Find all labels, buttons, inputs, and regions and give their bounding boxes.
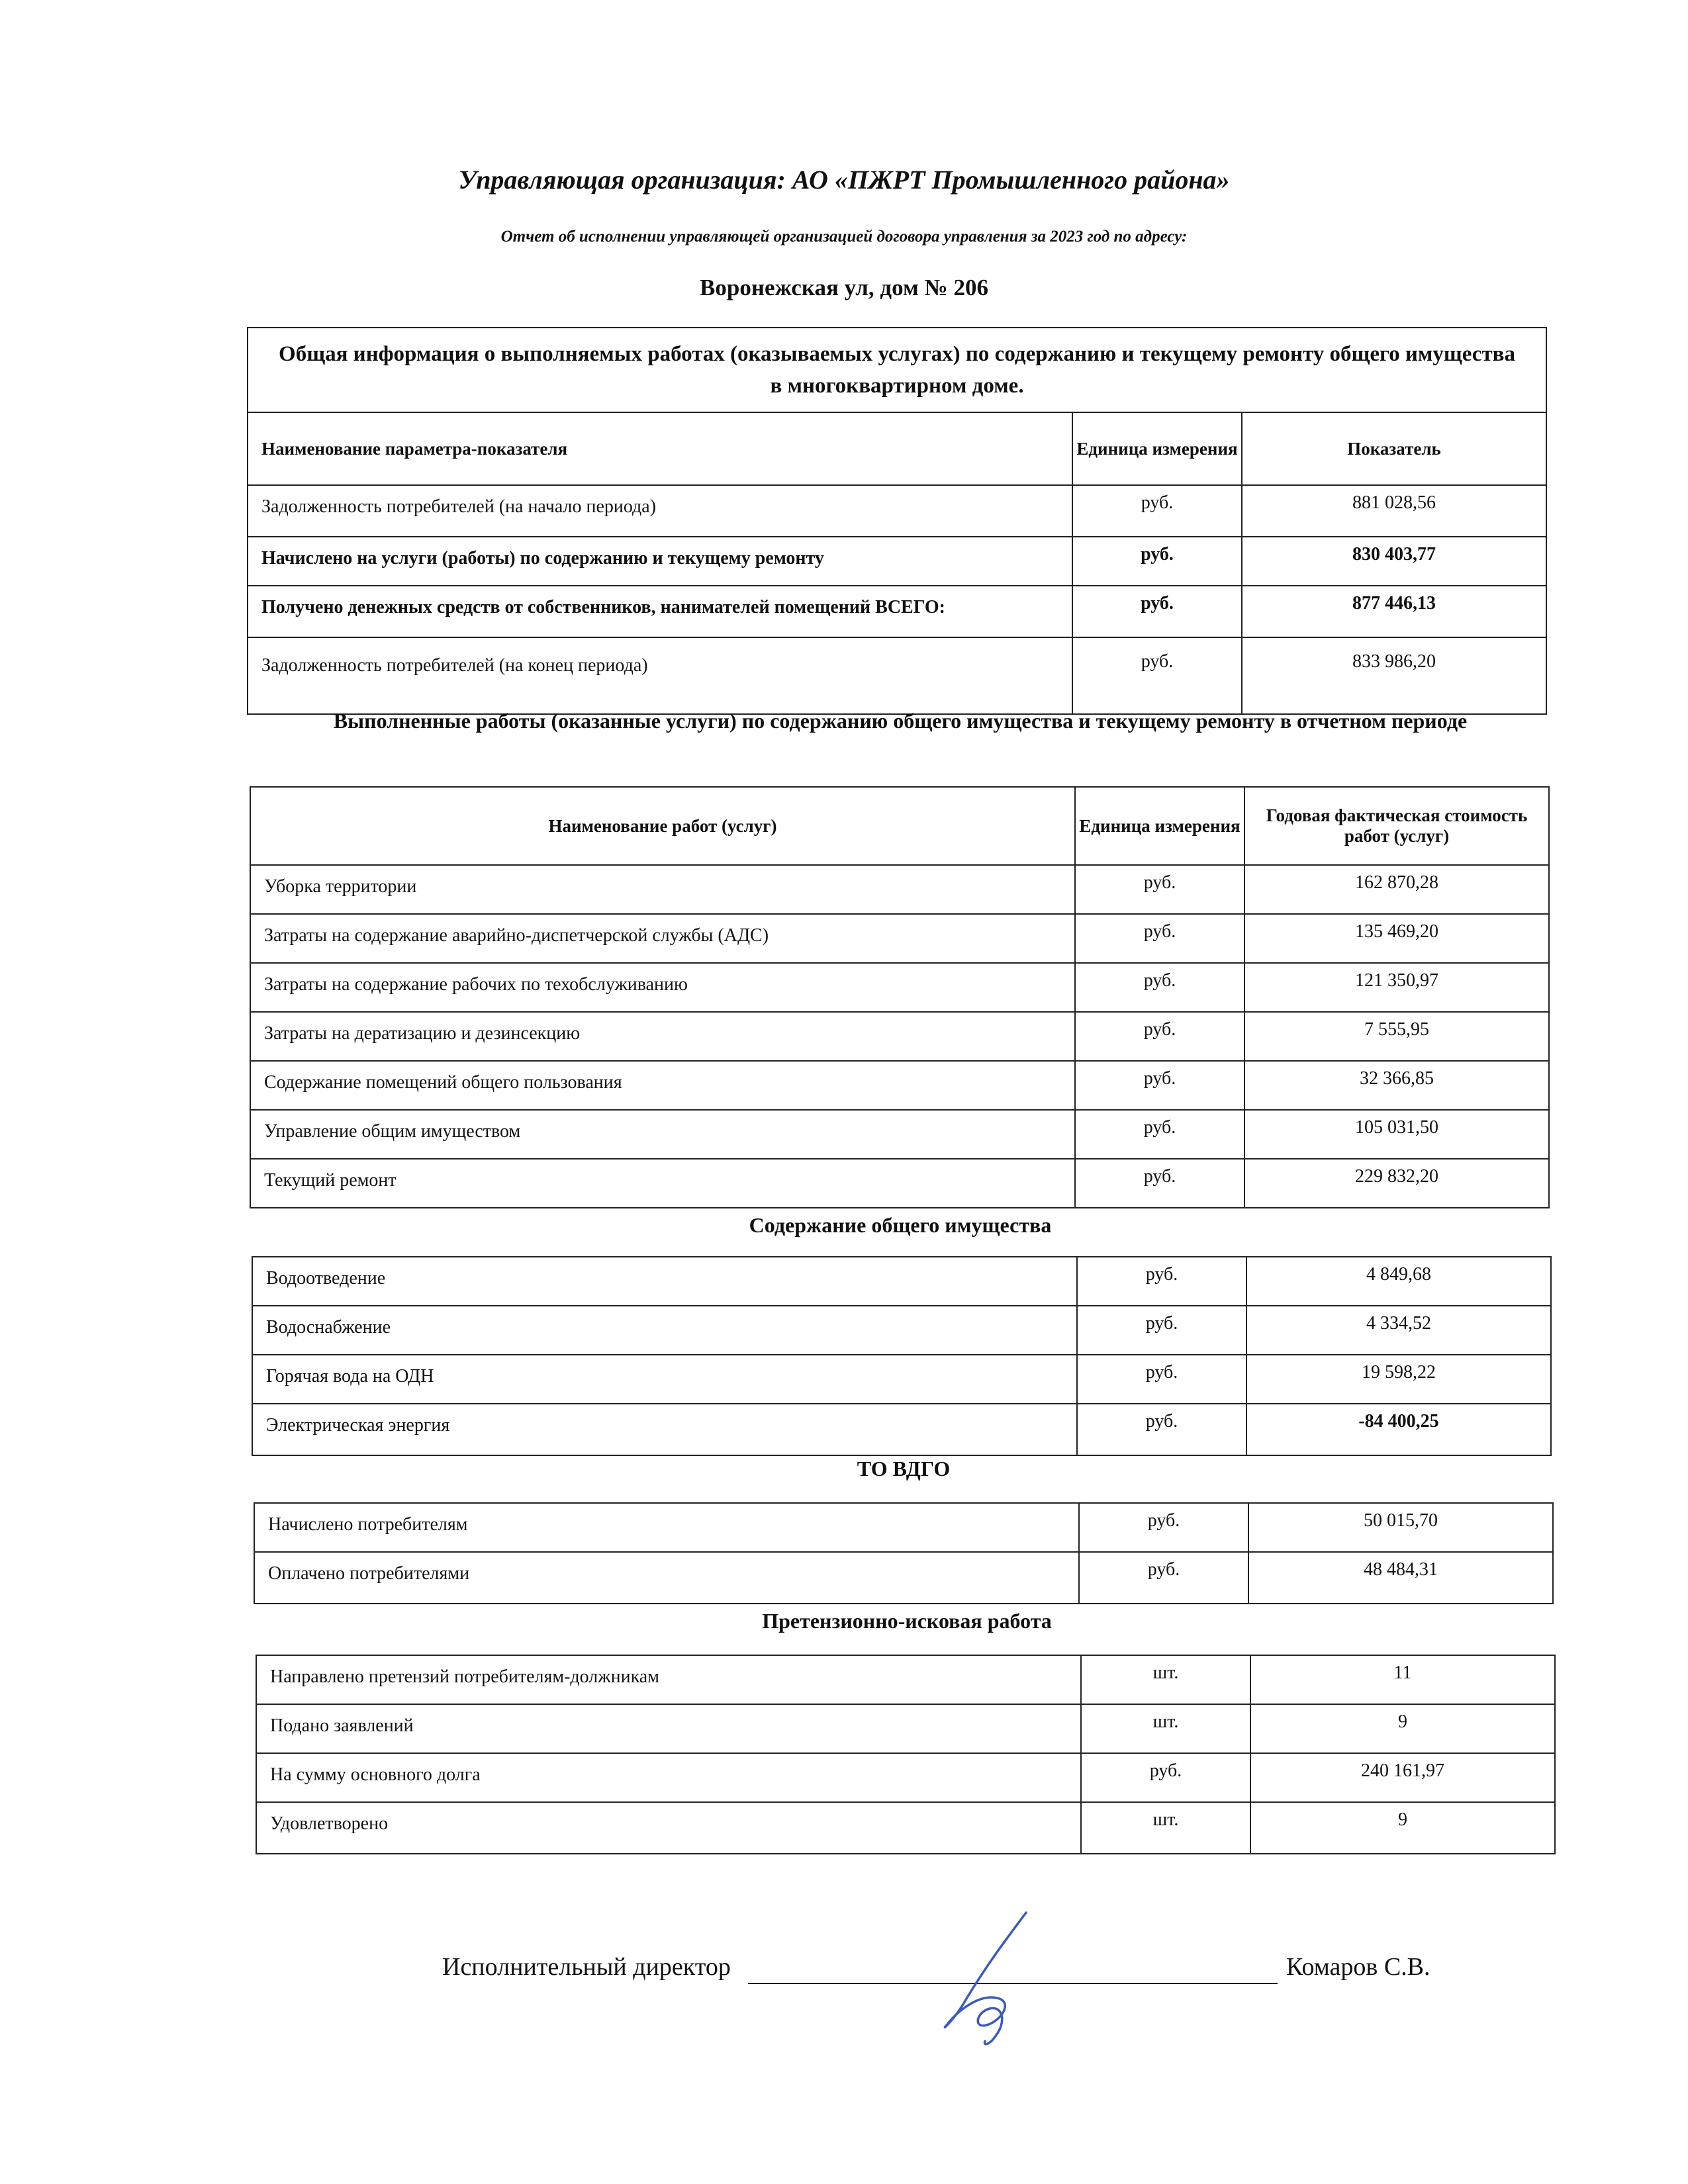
table-row xyxy=(256,1802,1555,1854)
common-table xyxy=(252,1256,1552,1456)
table-row xyxy=(254,1552,1553,1604)
row-value: 830 403,77 xyxy=(1242,537,1546,586)
org-title: Управляющая организация: АО «ПЖРТ Промышленного района» xyxy=(458,165,1230,195)
table-row xyxy=(250,1110,1549,1159)
row-unit: руб. xyxy=(1075,1110,1244,1159)
vdgo-table xyxy=(254,1502,1554,1604)
table-row xyxy=(256,1753,1555,1802)
table-row xyxy=(252,1355,1551,1404)
row-unit: шт. xyxy=(1081,1802,1250,1854)
table-row xyxy=(250,914,1549,963)
row-unit: руб. xyxy=(1077,1306,1246,1355)
row-unit: руб. xyxy=(1072,537,1242,586)
row-unit: руб. xyxy=(1077,1355,1246,1404)
row-value: 229 832,20 xyxy=(1244,1159,1549,1208)
row-name: Уборка территории xyxy=(250,865,1075,914)
table-row xyxy=(248,537,1546,586)
table-row xyxy=(256,1655,1555,1704)
row-value: 50 015,70 xyxy=(1248,1503,1553,1552)
row-name: Содержание помещений общего пользования xyxy=(250,1061,1075,1110)
table-row xyxy=(254,1503,1553,1552)
address: Воронежская ул, дом № 206 xyxy=(700,275,988,300)
row-name: Текущий ремонт xyxy=(250,1159,1075,1208)
row-name: Электрическая энергия xyxy=(252,1404,1077,1455)
table-row xyxy=(250,963,1549,1012)
table-row xyxy=(250,1061,1549,1110)
common-section-title: Содержание общего имущества xyxy=(749,1213,1052,1237)
row-value: 32 366,85 xyxy=(1244,1061,1549,1110)
row-value: 4 334,52 xyxy=(1246,1306,1551,1355)
row-name: Начислено на услуги (работы) по содержанию и текущему ремонту xyxy=(248,537,1072,586)
row-unit: руб. xyxy=(1072,637,1242,714)
row-unit: руб. xyxy=(1077,1257,1246,1306)
row-unit: руб. xyxy=(1077,1404,1246,1455)
claims-table xyxy=(256,1655,1556,1854)
row-unit: руб. xyxy=(1075,865,1244,914)
row-name: Управление общим имуществом xyxy=(250,1110,1075,1159)
row-name: Начислено потребителям xyxy=(254,1503,1079,1552)
table-row xyxy=(252,1306,1551,1355)
col-header-parameter: Наименование параметра-показателя xyxy=(248,412,1072,485)
general-info-title: Общая информация о выполняемых работах (оказываемых услугах) по содержанию и текущему ремонту общего имущества в многоквартирном доме. xyxy=(248,328,1546,412)
table-row xyxy=(248,485,1546,537)
row-value: 105 031,50 xyxy=(1244,1110,1549,1159)
row-unit: руб. xyxy=(1075,914,1244,963)
works-table xyxy=(250,786,1550,1208)
row-name: Задолженность потребителей (на начало периода) xyxy=(248,485,1072,537)
row-name: Затраты на дератизацию и дезинсекцию xyxy=(250,1012,1075,1061)
row-value: 881 028,56 xyxy=(1242,485,1546,537)
table-row xyxy=(250,865,1549,914)
col-header-cost: Годовая фактическая стоимость работ (услуг) xyxy=(1244,787,1549,865)
table-row xyxy=(250,1159,1549,1208)
row-value: 833 986,20 xyxy=(1242,637,1546,714)
row-value: 19 598,22 xyxy=(1246,1355,1551,1404)
row-unit: руб. xyxy=(1075,1061,1244,1110)
col-header-unit: Единица измерения xyxy=(1072,412,1242,485)
row-unit: руб. xyxy=(1072,586,1242,637)
row-unit: руб. xyxy=(1075,1159,1244,1208)
claims-section-title: Претензионно-исковая работа xyxy=(762,1609,1052,1633)
signatory-name: Комаров С.В. xyxy=(1286,1953,1430,1981)
table-row xyxy=(252,1257,1551,1306)
row-name: Водоснабжение xyxy=(252,1306,1077,1355)
table-row xyxy=(252,1404,1551,1455)
row-value: 9 xyxy=(1250,1704,1555,1753)
row-value: 121 350,97 xyxy=(1244,963,1549,1012)
general-info-table xyxy=(247,327,1547,715)
row-name: Получено денежных средств от собственников, нанимателей помещений ВСЕГО: xyxy=(248,586,1072,637)
row-name: Водоотведение xyxy=(252,1257,1077,1306)
signatory-position: Исполнительный директор xyxy=(442,1953,731,1981)
row-value: 48 484,31 xyxy=(1248,1552,1553,1604)
works-section-title: Выполненные работы (оказанные услуги) по содержанию общего имущества и текущему ремонту в отчетном периоде xyxy=(333,709,1468,733)
row-unit: руб. xyxy=(1079,1503,1248,1552)
report-subtitle: Отчет об исполнении управляющей организацией договора управления за 2023 год по адресу: xyxy=(500,228,1188,246)
row-name: Подано заявлений xyxy=(256,1704,1081,1753)
row-unit: руб. xyxy=(1079,1552,1248,1604)
row-name: Затраты на содержание рабочих по техобслуживанию xyxy=(250,963,1075,1012)
row-value: 135 469,20 xyxy=(1244,914,1549,963)
row-value: -84 400,25 xyxy=(1246,1404,1551,1455)
row-value: 877 446,13 xyxy=(1242,586,1546,637)
table-row xyxy=(250,1012,1549,1061)
table-row xyxy=(248,586,1546,637)
row-name: На сумму основного долга xyxy=(256,1753,1081,1802)
col-header-work: Наименование работ (услуг) xyxy=(250,787,1075,865)
row-unit: шт. xyxy=(1081,1655,1250,1704)
row-value: 240 161,97 xyxy=(1250,1753,1555,1802)
row-name: Затраты на содержание аварийно-диспетчерской службы (АДС) xyxy=(250,914,1075,963)
row-unit: руб. xyxy=(1081,1753,1250,1802)
row-value: 9 xyxy=(1250,1802,1555,1854)
table-row xyxy=(256,1704,1555,1753)
row-name: Оплачено потребителями xyxy=(254,1552,1079,1604)
row-unit: шт. xyxy=(1081,1704,1250,1753)
col-header-value: Показатель xyxy=(1242,412,1546,485)
row-name: Задолженность потребителей (на конец периода) xyxy=(248,637,1072,714)
row-unit: руб. xyxy=(1075,963,1244,1012)
row-value: 7 555,95 xyxy=(1244,1012,1549,1061)
col-header-unit: Единица измерения xyxy=(1075,787,1244,865)
table-row xyxy=(248,637,1546,714)
row-unit: руб. xyxy=(1075,1012,1244,1061)
handwritten-signature xyxy=(927,1899,1059,2052)
row-unit: руб. xyxy=(1072,485,1242,537)
row-name: Направлено претензий потребителям-должникам xyxy=(256,1655,1081,1704)
row-value: 162 870,28 xyxy=(1244,865,1549,914)
row-value: 11 xyxy=(1250,1655,1555,1704)
row-value: 4 849,68 xyxy=(1246,1257,1551,1306)
vdgo-section-title: ТО ВДГО xyxy=(857,1457,951,1480)
row-name: Удовлетворено xyxy=(256,1802,1081,1854)
row-name: Горячая вода на ОДН xyxy=(252,1355,1077,1404)
